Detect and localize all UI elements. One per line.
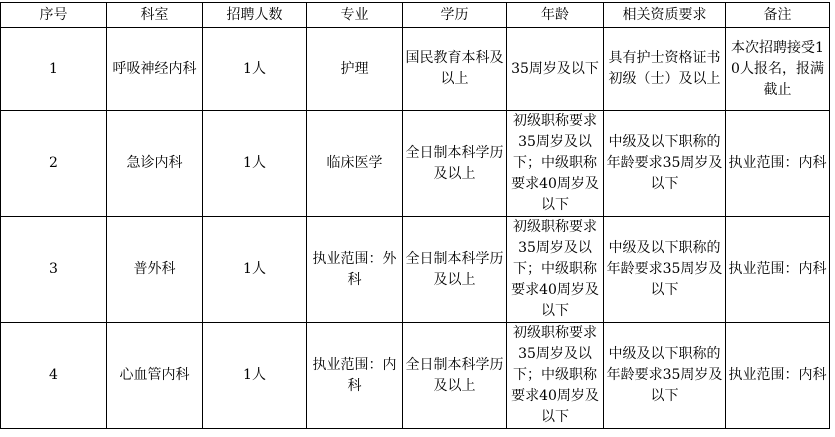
header-count: 招聘人数 bbox=[203, 3, 307, 28]
cell-edu: 全日制本科学历及以上 bbox=[403, 111, 507, 217]
header-no: 序号 bbox=[1, 3, 107, 28]
header-age: 年龄 bbox=[507, 3, 604, 28]
cell-note: 本次招聘接受10人报名，报满截止 bbox=[726, 28, 830, 111]
cell-note: 执业范围：内科 bbox=[726, 323, 830, 429]
table-row bbox=[1, 111, 830, 217]
header-dept: 科室 bbox=[107, 3, 203, 28]
cell-age: 初级职称要求35周岁及以下；中级职称要求40周岁及以下 bbox=[507, 323, 604, 429]
cell-no: 1 bbox=[1, 28, 107, 111]
cell-qual: 中级及以下职称的年龄要求35周岁及以下 bbox=[604, 111, 726, 217]
table-row bbox=[1, 217, 830, 323]
cell-dept: 呼吸神经内科 bbox=[107, 28, 203, 111]
cell-no: 2 bbox=[1, 111, 107, 217]
cell-major: 执业范围：外科 bbox=[307, 217, 403, 323]
cell-major: 临床医学 bbox=[307, 111, 403, 217]
cell-no: 4 bbox=[1, 323, 107, 429]
recruitment-table bbox=[0, 2, 830, 429]
cell-edu: 国民教育本科及以上 bbox=[403, 28, 507, 111]
header-row bbox=[1, 3, 830, 28]
table-row bbox=[1, 28, 830, 111]
cell-age: 初级职称要求35周岁及以下；中级职称要求40周岁及以下 bbox=[507, 111, 604, 217]
cell-qual: 中级及以下职称的年龄要求35周岁及以下 bbox=[604, 323, 726, 429]
cell-count: 1人 bbox=[203, 323, 307, 429]
table-row bbox=[1, 323, 830, 429]
cell-dept: 急诊内科 bbox=[107, 111, 203, 217]
cell-age: 初级职称要求35周岁及以下；中级职称要求40周岁及以下 bbox=[507, 217, 604, 323]
cell-count: 1人 bbox=[203, 217, 307, 323]
cell-major: 执业范围：内科 bbox=[307, 323, 403, 429]
cell-count: 1人 bbox=[203, 28, 307, 111]
header-major: 专业 bbox=[307, 3, 403, 28]
cell-qual: 具有护士资格证书初级（士）及以上 bbox=[604, 28, 726, 111]
cell-note: 执业范围：内科 bbox=[726, 111, 830, 217]
cell-age: 35周岁及以下 bbox=[507, 28, 604, 111]
cell-qual: 中级及以下职称的年龄要求35周岁及以下 bbox=[604, 217, 726, 323]
cell-edu: 全日制本科学历及以上 bbox=[403, 217, 507, 323]
cell-count: 1人 bbox=[203, 111, 307, 217]
cell-dept: 普外科 bbox=[107, 217, 203, 323]
cell-dept: 心血管内科 bbox=[107, 323, 203, 429]
header-edu: 学历 bbox=[403, 3, 507, 28]
header-qual: 相关资质要求 bbox=[604, 3, 726, 28]
header-note: 备注 bbox=[726, 3, 830, 28]
cell-edu: 全日制本科学历及以上 bbox=[403, 323, 507, 429]
cell-no: 3 bbox=[1, 217, 107, 323]
cell-note: 执业范围：内科 bbox=[726, 217, 830, 323]
cell-major: 护理 bbox=[307, 28, 403, 111]
